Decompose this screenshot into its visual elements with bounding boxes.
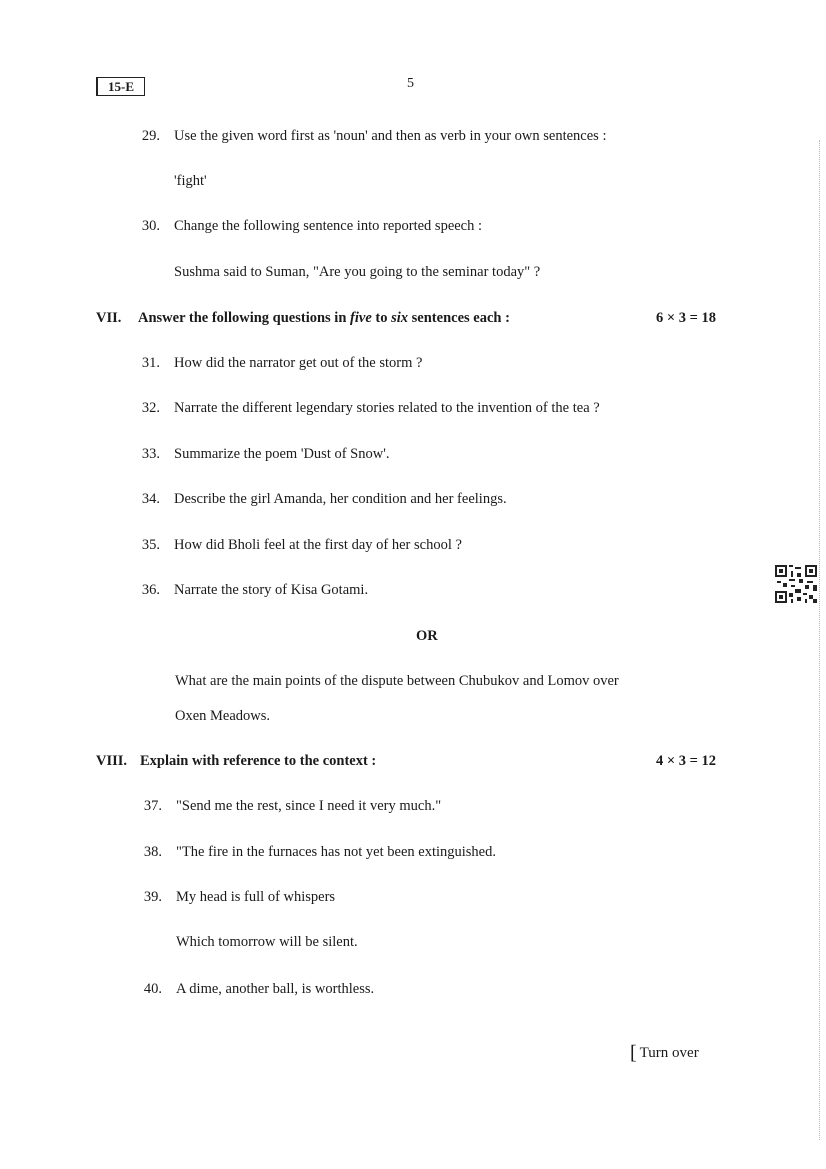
question-40-text: A dime, another ball, is worthless. bbox=[176, 981, 375, 997]
scan-edge-line bbox=[818, 140, 820, 1140]
or-separator: OR bbox=[416, 628, 438, 644]
question-30-sentence: Sushma said to Suman, "Are you going to the seminar today" ? bbox=[174, 264, 541, 280]
section-7-five: five bbox=[350, 310, 372, 326]
question-29-word: 'fight' bbox=[174, 173, 207, 189]
section-7-number: VII. bbox=[96, 310, 122, 326]
question-39-line-1: My head is full of whispers bbox=[176, 889, 336, 905]
question-number-33: 33. bbox=[141, 446, 160, 462]
section-7-instruction bbox=[138, 310, 510, 327]
section-7-title-a: Answer the following questions in bbox=[138, 310, 351, 326]
question-number-40: 40. bbox=[143, 981, 162, 997]
page-number: 5 bbox=[407, 76, 414, 91]
question-36-alt-line-2: Oxen Meadows. bbox=[175, 708, 271, 724]
question-37-text: "Send me the rest, since I need it very much." bbox=[176, 798, 442, 814]
question-number-37: 37. bbox=[143, 798, 162, 814]
question-39-line-2: Which tomorrow will be silent. bbox=[176, 934, 358, 950]
question-34-text: Describe the girl Amanda, her condition and her feelings. bbox=[174, 491, 507, 507]
question-number-29: 29. bbox=[141, 128, 160, 144]
turn-over-bracket: [ bbox=[630, 1042, 637, 1064]
question-32-text: Narrate the different legendary stories related to the invention of the tea ? bbox=[174, 400, 600, 416]
section-8-number: VIII. bbox=[96, 753, 128, 769]
question-number-32: 32. bbox=[141, 400, 160, 416]
question-30-text: Change the following sentence into reported speech : bbox=[174, 218, 483, 234]
section-7-title-to: to bbox=[371, 310, 392, 326]
section-7-title-b: sentences each : bbox=[408, 310, 510, 326]
section-8-marks: 4 × 3 = 12 bbox=[655, 753, 716, 769]
question-36-alt-line-1: What are the main points of the dispute between Chubukov and Lomov over bbox=[175, 673, 619, 689]
question-number-31: 31. bbox=[141, 355, 160, 371]
turn-over-note bbox=[630, 1042, 699, 1065]
question-35-text: How did Bholi feel at the first day of her school ? bbox=[174, 537, 462, 553]
question-number-38: 38. bbox=[143, 844, 162, 860]
question-36-text: Narrate the story of Kisa Gotami. bbox=[174, 582, 369, 598]
question-number-30: 30. bbox=[141, 218, 160, 234]
section-8-instruction: Explain with reference to the context : bbox=[140, 753, 377, 769]
qr-code-icon bbox=[775, 565, 817, 603]
question-number-34: 34. bbox=[141, 491, 160, 507]
question-number-36: 36. bbox=[141, 582, 160, 598]
question-38-text: "The fire in the furnaces has not yet been extinguished. bbox=[176, 844, 496, 860]
question-29-text: Use the given word first as 'noun' and then as verb in your own sentences : bbox=[174, 128, 607, 144]
paper-code-box: 15-E bbox=[96, 77, 145, 96]
turn-over-text: Turn over bbox=[639, 1045, 699, 1061]
question-number-35: 35. bbox=[141, 537, 160, 553]
question-31-text: How did the narrator get out of the storm ? bbox=[174, 355, 423, 371]
question-33-text: Summarize the poem 'Dust of Snow'. bbox=[174, 446, 390, 462]
question-number-39: 39. bbox=[143, 889, 162, 905]
section-7-six: six bbox=[391, 310, 409, 326]
section-7-marks: 6 × 3 = 18 bbox=[655, 310, 716, 326]
